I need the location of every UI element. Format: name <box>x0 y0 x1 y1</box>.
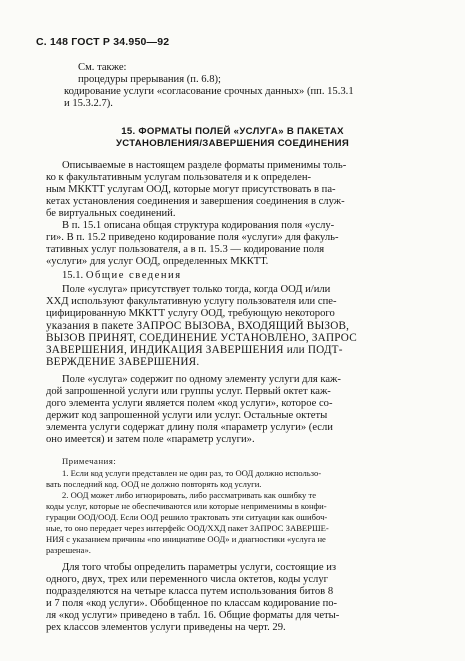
note-line: коды услуг, которые не обеспечиваются или которые неприменимы в конфи- <box>46 501 327 511</box>
paragraph-line: элемента услуги содержат длину поля «параметр услуги» (если <box>46 422 333 433</box>
paragraph-line: ВЕРЖДЕНИЕ ЗАВЕРШЕНИЯ. <box>46 356 200 368</box>
subsection-number: 15.1. <box>62 270 84 281</box>
paragraph-line: подразделяются на четыре класса путем использования битов 8 <box>46 586 334 597</box>
section-title: 15. ФОРМАТЫ ПОЛЕЙ «УСЛУГА» В ПАКЕТАХ <box>121 126 344 137</box>
see-also-item: кодирование услуги «согласование срочных данных» (пп. 15.3.1 <box>64 86 354 97</box>
paragraph-line: «услуги» для услуг ООД, определенных МККТТ. <box>46 256 269 267</box>
page-header: С. 148 ГОСТ Р 34.950—92 <box>36 36 170 48</box>
note-line: 2. ООД может либо игнорировать, либо рассматривать как ошибку те <box>62 490 317 500</box>
note-line: НИЯ с указанием причины «по инициативе ООД» и диагностики «услуга не <box>46 534 326 544</box>
note-line: ные, то оно передает через интерфейс ООД/ХХД пакет ЗАПРОС ЗАВЕРШЕ- <box>46 523 329 533</box>
notes-label: Примечания: <box>62 456 117 466</box>
subsection-heading <box>62 270 182 282</box>
paragraph-line: Для того чтобы определить параметры услуги, состоящие из <box>62 562 337 573</box>
note-line: разрешена». <box>46 545 91 555</box>
see-also-label: См. также: <box>78 62 127 73</box>
paragraph-line: ля «код услуги» приведено в табл. 16. Общие форматы для четы- <box>46 610 340 621</box>
paragraph-line: ХХД используют факультативную услугу пользователя или спе- <box>46 296 337 307</box>
paragraph-line: дой запрошенной услуги или группы услуг. Первый октет каж- <box>46 386 331 397</box>
paragraph-line: оно имеется) и затем поле «параметр услуги». <box>46 434 255 445</box>
paragraph-line: Описываемые в настоящем разделе форматы применимы толь- <box>62 160 347 171</box>
paragraph-line: кетах установления соединения и завершения соединения в служ- <box>46 196 345 207</box>
paragraph-line: бе виртуальных соединений. <box>46 208 176 219</box>
paragraph-line: и 7 поля «код услуги». Обобщенное по классам кодирование по- <box>46 598 338 609</box>
section-title: УСТАНОВЛЕНИЯ/ЗАВЕРШЕНИЯ СОЕДИНЕНИЯ <box>115 138 350 149</box>
note-line: гурации ООД/ООД. Если ООД решило трактовать эти ситуации как ошибоч- <box>46 512 328 522</box>
paragraph-line: держит код запрошенной услуги или услуг. Остальные октеты <box>46 410 328 421</box>
paragraph-line: В п. 15.1 описана общая структура кодирования поля «услу- <box>62 220 335 231</box>
paragraph-line: ко к факультативным услугам пользователя и к определен- <box>46 172 312 183</box>
paragraph-line: цифицированную МККТТ услугу ООД, требующую некоторого <box>46 308 335 319</box>
paragraph-line: Поле «услуга» присутствует только тогда, когда ООД и/или <box>62 284 331 295</box>
paragraph-line: ги». В п. 15.2 приведено кодирование поля «услуги» для факуль- <box>46 232 339 243</box>
paragraph-line: ВЫЗОВ ПРИНЯТ, СОЕДИНЕНИЕ УСТАНОВЛЕНО, ЗАПРОС <box>46 332 357 344</box>
paragraph-line: Поле «услуга» содержит по одному элементу услуги для каж- <box>62 374 341 385</box>
note-line: вать последний код. ООД не должно повторять код услуги. <box>46 479 262 489</box>
paragraph-line: тативных услуг пользователя, а в п. 15.3 — кодирование поля <box>46 244 325 255</box>
paragraph-line: дого элемента услуги является полем «код услуги», которое со- <box>46 398 333 409</box>
see-also-item: и 15.3.2.7). <box>64 98 113 109</box>
paragraph-line: одного, двух, трех или переменного числа октетов, коды услуг <box>46 574 328 585</box>
paragraph-line: указания в пакете ЗАПРОС ВЫЗОВА, ВХОДЯЩИЙ ВЫЗОВ, <box>46 320 350 332</box>
paragraph-line: ным МККТТ услугам ООД, которые могут присутствовать в па- <box>46 184 336 195</box>
note-line: 1. Если код услуги представлен не один раз, то ООД должно использо- <box>62 468 322 478</box>
subsection-title: Общие сведения <box>85 270 182 281</box>
see-also-item: процедуры прерывания (п. 6.8); <box>78 74 221 85</box>
paragraph-line: рех классов элементов услуги приведены на черт. 29. <box>46 622 286 633</box>
paragraph-line: ЗАВЕРШЕНИЯ, ИНДИКАЦИЯ ЗАВЕРШЕНИЯ или ПОДТ- <box>46 344 343 356</box>
